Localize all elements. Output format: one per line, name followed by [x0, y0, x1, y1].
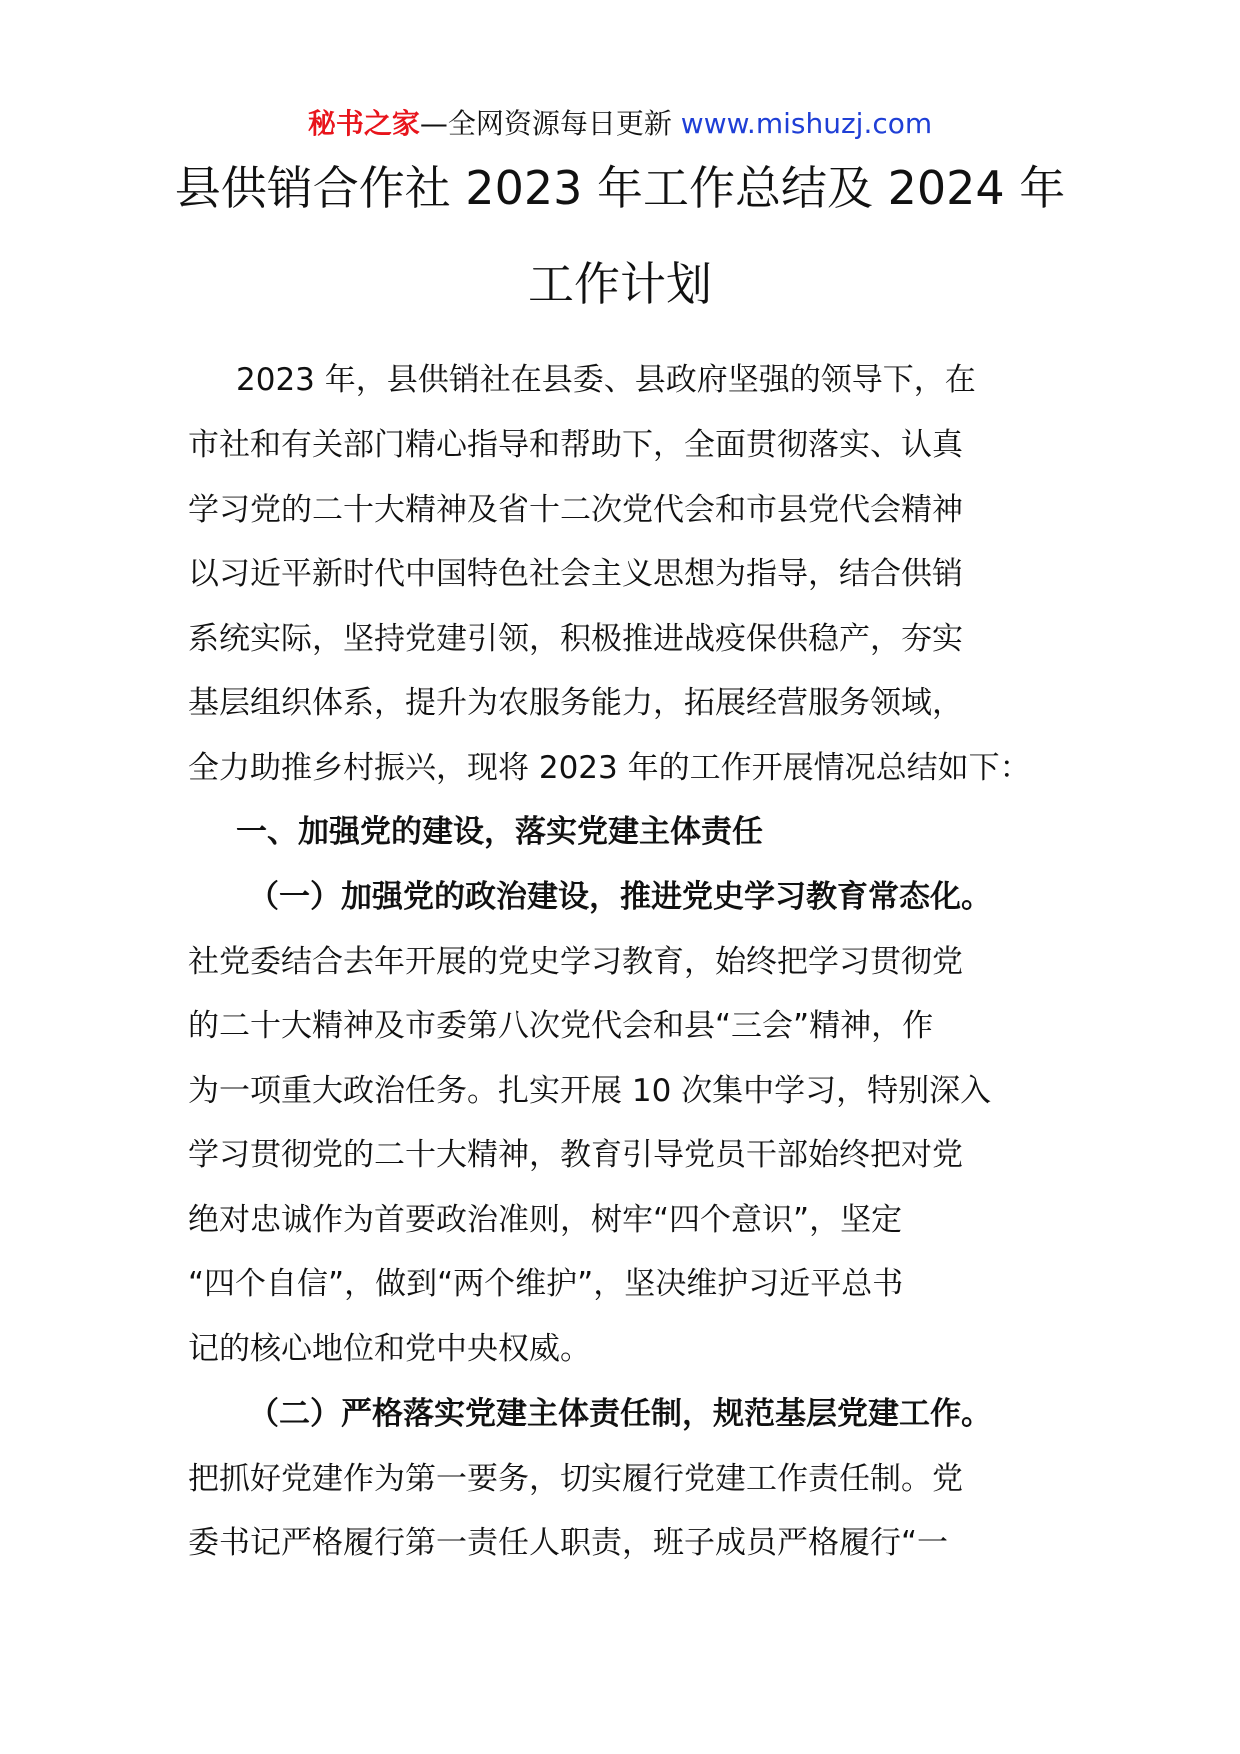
intro-line: 市社和有关部门精心指导和帮助下，全面贯彻落实、认真: [188, 427, 963, 463]
intro-line: 2023 年，县供销社在县委、县政府坚强的领导下，在: [236, 362, 976, 398]
subsection-1-line: 的二十大精神及市委第八次党代会和县“三会”精神，作: [188, 1008, 934, 1044]
subsection-1-line: 社党委结合去年开展的党史学习教育，始终把学习贯彻党: [188, 944, 963, 980]
subsection-1-line: 绝对忠诚作为首要政治准则，树牢“四个意识”，坚定: [188, 1202, 903, 1238]
intro-line: 以习近平新时代中国特色社会主义思想为指导，结合供销: [188, 556, 963, 592]
intro-line: 系统实际，坚持党建引领，积极推进战疫保供稳产，夯实: [188, 621, 963, 657]
header-tagline: —全网资源每日更新: [419, 107, 672, 140]
section-1-heading: 一、加强党的建设，落实党建主体责任: [236, 814, 763, 850]
subsection-2-heading: （二）严格落实党建主体责任制，规范基层党建工作。: [248, 1396, 992, 1432]
subsection-2-line: 把抓好党建作为第一要务，切实履行党建工作责任制。党: [188, 1461, 963, 1497]
intro-line: 学习党的二十大精神及省十二次党代会和市县党代会精神: [188, 492, 963, 528]
subsection-1-line: 记的核心地位和党中央权威。: [188, 1331, 591, 1367]
subsection-2-line: 委书记严格履行第一责任人职责，班子成员严格履行“一: [188, 1525, 949, 1561]
site-url[interactable]: www.mishuzj.com: [680, 107, 933, 140]
subsection-1-line: 学习贯彻党的二十大精神，教育引导党员干部始终把对党: [188, 1137, 963, 1173]
document-title-line-2: 工作计划: [528, 257, 712, 311]
subsection-1-heading: （一）加强党的政治建设，推进党史学习教育常态化。: [248, 879, 992, 915]
intro-line: 基层组织体系，提升为农服务能力，拓展经营服务领域，: [188, 685, 963, 721]
document-title-line-1: 县供销合作社 2023 年工作总结及 2024 年: [174, 161, 1066, 215]
site-header: [0, 104, 1240, 144]
intro-line: 全力助推乡村振兴，现将 2023 年的工作开展情况总结如下：: [188, 750, 1031, 786]
brand-name: 秘书之家: [307, 107, 420, 140]
subsection-1-line: “四个自信”，做到“两个维护”，坚决维护习近平总书: [188, 1266, 904, 1302]
subsection-1-line: 为一项重大政治任务。扎实开展 10 次集中学习，特别深入: [188, 1073, 992, 1109]
